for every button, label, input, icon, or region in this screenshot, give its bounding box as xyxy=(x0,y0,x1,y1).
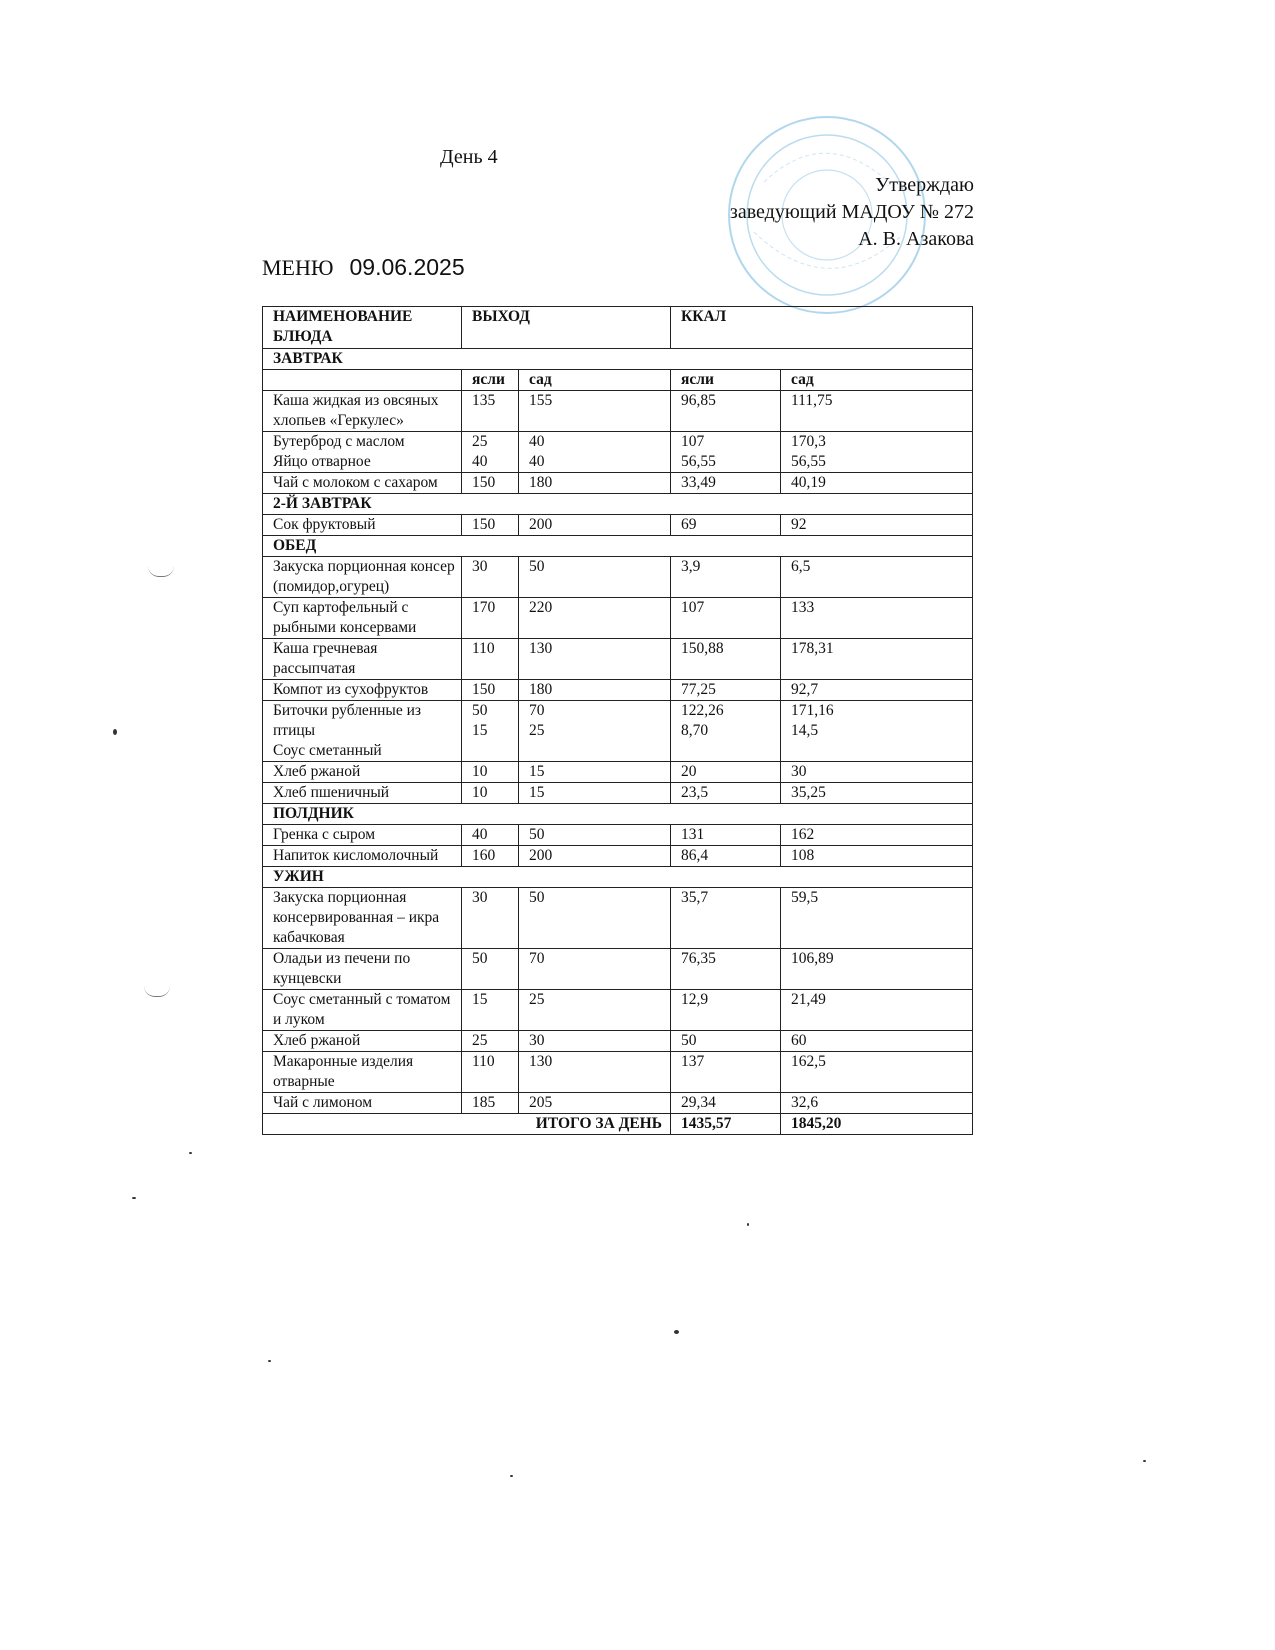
dish-name: Хлеб ржаной xyxy=(273,1032,361,1049)
scan-mark xyxy=(148,566,174,577)
value-cell xyxy=(671,1093,781,1114)
approve-signatory: А. В. Азакова xyxy=(858,228,974,250)
dish-name: Напиток кисломолочный xyxy=(273,847,439,864)
value-cell xyxy=(519,990,671,1031)
value-cell xyxy=(781,515,973,536)
value-cell xyxy=(462,473,519,494)
value: 20 xyxy=(681,763,697,780)
value: 76,35 xyxy=(681,950,716,967)
value: 25 xyxy=(472,433,488,450)
dish-row xyxy=(263,990,973,1031)
section-title: ОБЕД xyxy=(263,536,973,557)
value: 170 xyxy=(472,599,496,616)
menu-title xyxy=(262,254,465,281)
dish-name-cell xyxy=(263,949,462,990)
value-cell xyxy=(781,680,973,701)
dish-row xyxy=(263,515,973,536)
scan-speck xyxy=(268,1360,271,1362)
col-header-name: НАИМЕНОВАНИЕ БЛЮДА xyxy=(263,307,462,349)
value-cell xyxy=(519,391,671,432)
value: 111,75 xyxy=(791,392,833,409)
value-cell xyxy=(519,557,671,598)
section-row xyxy=(263,867,973,888)
dish-name: Оладьи из печени по кунцевски xyxy=(273,950,411,987)
value: 50 xyxy=(681,1032,697,1049)
value: 15 xyxy=(529,784,545,801)
total-label: ИТОГО ЗА ДЕНЬ xyxy=(263,1114,671,1135)
dish-name: Суп картофельный с рыбными консервами xyxy=(273,599,417,636)
value-cell xyxy=(781,783,973,804)
value-cell xyxy=(519,1093,671,1114)
value-cell xyxy=(671,762,781,783)
value: 3,9 xyxy=(681,558,701,575)
value: 150 xyxy=(472,474,496,491)
value: 162,5 xyxy=(791,1053,826,1070)
dish-row xyxy=(263,701,973,762)
value: 77,25 xyxy=(681,681,716,698)
scan-speck xyxy=(113,729,117,735)
section-title: ПОЛДНИК xyxy=(263,804,973,825)
value: 108 xyxy=(791,847,815,864)
value-cell xyxy=(462,1093,519,1114)
value-cell xyxy=(671,1052,781,1093)
value-cell xyxy=(519,432,671,473)
dish-name-cell xyxy=(263,1093,462,1114)
value: 110 xyxy=(472,1053,495,1070)
dish-row xyxy=(263,432,973,473)
value: 130 xyxy=(529,640,553,657)
value-cell xyxy=(519,515,671,536)
value: 122,26 xyxy=(681,702,724,719)
dish-name-cell xyxy=(263,846,462,867)
value-cell xyxy=(519,1052,671,1093)
scan-speck xyxy=(132,1197,136,1199)
value-cell xyxy=(462,557,519,598)
value: 30 xyxy=(529,1032,545,1049)
value: 170,3 xyxy=(791,433,826,450)
value: 35,7 xyxy=(681,889,709,906)
dish-name-cell xyxy=(263,432,462,473)
value-cell xyxy=(462,639,519,680)
value-cell xyxy=(519,846,671,867)
value: 69 xyxy=(681,516,697,533)
value: 50 xyxy=(529,558,545,575)
value: 40 xyxy=(472,453,488,470)
value-cell xyxy=(671,432,781,473)
value-cell xyxy=(462,391,519,432)
value-cell xyxy=(462,1031,519,1052)
value: 50 xyxy=(472,950,488,967)
section-row xyxy=(263,494,973,515)
value: 50 xyxy=(529,826,545,843)
value-cell xyxy=(671,515,781,536)
value-cell xyxy=(462,432,519,473)
menu-table xyxy=(262,306,973,1135)
dish-row xyxy=(263,888,973,949)
subheader-row xyxy=(263,370,973,391)
scan-speck xyxy=(674,1330,679,1334)
value: 200 xyxy=(529,847,553,864)
value: 56,55 xyxy=(681,453,716,470)
value: 25 xyxy=(529,991,545,1008)
value: 106,89 xyxy=(791,950,834,967)
scan-mark xyxy=(144,986,170,997)
value: 40,19 xyxy=(791,474,826,491)
value-cell xyxy=(781,888,973,949)
value: 29,34 xyxy=(681,1094,716,1111)
section-row xyxy=(263,804,973,825)
dish-row xyxy=(263,825,973,846)
value: 178,31 xyxy=(791,640,834,657)
value-cell xyxy=(462,1052,519,1093)
section-row xyxy=(263,349,973,370)
value-cell xyxy=(781,949,973,990)
scan-speck xyxy=(189,1152,192,1154)
value-cell xyxy=(671,783,781,804)
dish-name-cell xyxy=(263,391,462,432)
value-cell xyxy=(462,888,519,949)
dish-name-cell xyxy=(263,1031,462,1052)
col-header-output: ВЫХОД xyxy=(462,307,671,349)
value: 59,5 xyxy=(791,889,819,906)
value: 220 xyxy=(529,599,553,616)
value: 21,49 xyxy=(791,991,826,1008)
value: 50 xyxy=(529,889,545,906)
value: 137 xyxy=(681,1053,705,1070)
value: 135 xyxy=(472,392,496,409)
dish-name: Соус сметанный с томатом и луком xyxy=(273,991,451,1028)
value: 40 xyxy=(529,433,545,450)
value: 107 xyxy=(681,599,705,616)
dish-name: Закуска порционная консер (помидор,огурец) xyxy=(273,558,455,595)
output-sad-header: сад xyxy=(519,370,671,391)
value: 8,70 xyxy=(681,722,709,739)
value: 30 xyxy=(791,763,807,780)
dish-row xyxy=(263,391,973,432)
dish-row xyxy=(263,1093,973,1114)
value: 180 xyxy=(529,681,553,698)
value-cell xyxy=(671,701,781,762)
value-cell xyxy=(519,825,671,846)
value-cell xyxy=(781,391,973,432)
value: 150 xyxy=(472,681,496,698)
value-cell xyxy=(462,990,519,1031)
dish-row xyxy=(263,639,973,680)
value: 130 xyxy=(529,1053,553,1070)
dish-name-cell xyxy=(263,825,462,846)
value-cell xyxy=(671,391,781,432)
dish-name-cell xyxy=(263,557,462,598)
dish-name-cell xyxy=(263,515,462,536)
scan-speck xyxy=(510,1475,513,1477)
dish-row xyxy=(263,1052,973,1093)
value: 15 xyxy=(472,722,488,739)
scan-speck xyxy=(747,1223,749,1226)
value: 33,49 xyxy=(681,474,716,491)
value-cell xyxy=(671,473,781,494)
value: 131 xyxy=(681,826,705,843)
value-cell xyxy=(781,639,973,680)
value: 15 xyxy=(529,763,545,780)
value: 107 xyxy=(681,433,705,450)
dish-name: Хлеб ржаной xyxy=(273,763,361,780)
value-cell xyxy=(519,701,671,762)
dish-name-cell xyxy=(263,598,462,639)
value-cell xyxy=(671,949,781,990)
value: 180 xyxy=(529,474,553,491)
dish-name: Хлеб пшеничный xyxy=(273,784,390,801)
value-cell xyxy=(781,432,973,473)
value-cell xyxy=(462,762,519,783)
value: 70 xyxy=(529,950,545,967)
menu-date: 09.06.2025 xyxy=(349,254,465,280)
dish-row xyxy=(263,1031,973,1052)
value-cell xyxy=(671,1031,781,1052)
value-cell xyxy=(781,846,973,867)
approval-block xyxy=(730,172,974,253)
value: 32,6 xyxy=(791,1094,819,1111)
value-cell xyxy=(462,515,519,536)
value: 92 xyxy=(791,516,807,533)
value-cell xyxy=(671,825,781,846)
value-cell xyxy=(671,598,781,639)
menu-body xyxy=(263,349,973,1114)
value-cell xyxy=(519,949,671,990)
dish-name-cell xyxy=(263,888,462,949)
total-yasli: 1435,57 xyxy=(671,1114,781,1135)
value-cell xyxy=(462,846,519,867)
value-cell xyxy=(781,1052,973,1093)
value: 10 xyxy=(472,784,488,801)
value-cell xyxy=(781,598,973,639)
value-cell xyxy=(519,762,671,783)
dish-name: Биточки рубленные из птицы xyxy=(273,702,421,739)
value: 14,5 xyxy=(791,722,819,739)
value-cell xyxy=(519,888,671,949)
value: 35,25 xyxy=(791,784,826,801)
dish-name-cell xyxy=(263,473,462,494)
dish-name: Чай с лимоном xyxy=(273,1094,373,1111)
dish-name-cell xyxy=(263,783,462,804)
dish-name-cell xyxy=(263,762,462,783)
subheader-empty xyxy=(263,370,462,391)
value-cell xyxy=(462,825,519,846)
value-cell xyxy=(462,598,519,639)
value: 110 xyxy=(472,640,495,657)
day-label: День 4 xyxy=(440,146,498,168)
value-cell xyxy=(671,557,781,598)
dish-name: Закуска порционная консервированная – икра кабачковая xyxy=(273,889,440,946)
value-cell xyxy=(671,639,781,680)
value: 96,85 xyxy=(681,392,716,409)
value-cell xyxy=(462,680,519,701)
value: 133 xyxy=(791,599,815,616)
value-cell xyxy=(671,990,781,1031)
section-title: 2-Й ЗАВТРАК xyxy=(263,494,973,515)
value-cell xyxy=(671,846,781,867)
value: 60 xyxy=(791,1032,807,1049)
total-sad: 1845,20 xyxy=(781,1114,973,1135)
col-header-kcal: ККАЛ xyxy=(671,307,973,349)
value: 92,7 xyxy=(791,681,819,698)
dish-row xyxy=(263,762,973,783)
value: 70 xyxy=(529,702,545,719)
value-cell xyxy=(781,990,973,1031)
dish-name: Макаронные изделия отварные xyxy=(273,1053,414,1090)
value: 40 xyxy=(472,826,488,843)
value-cell xyxy=(781,762,973,783)
dish-name-cell xyxy=(263,639,462,680)
dish-name-cell xyxy=(263,701,462,762)
dish-name: Соус сметанный xyxy=(273,742,382,759)
value: 6,5 xyxy=(791,558,811,575)
approve-position: заведующий МАДОУ № 272 xyxy=(729,201,974,223)
dish-name-cell xyxy=(263,1052,462,1093)
value: 155 xyxy=(529,392,553,409)
value-cell xyxy=(781,557,973,598)
dish-name: Яйцо отварное xyxy=(273,453,371,470)
value-cell xyxy=(781,701,973,762)
value: 40 xyxy=(529,453,545,470)
dish-name: Компот из сухофруктов xyxy=(273,681,429,698)
section-title: УЖИН xyxy=(263,867,973,888)
dish-name-cell xyxy=(263,990,462,1031)
kcal-yasli-header: ясли xyxy=(671,370,781,391)
value: 150,88 xyxy=(681,640,724,657)
output-yasli-header: ясли xyxy=(462,370,519,391)
dish-row xyxy=(263,783,973,804)
kcal-sad-header: сад xyxy=(781,370,973,391)
value: 15 xyxy=(472,991,488,1008)
value: 185 xyxy=(472,1094,496,1111)
dish-row xyxy=(263,473,973,494)
value: 150 xyxy=(472,516,496,533)
dish-row xyxy=(263,680,973,701)
value: 30 xyxy=(472,889,488,906)
menu-label: МЕНЮ xyxy=(262,255,334,280)
dish-row xyxy=(263,557,973,598)
dish-name: Каша жидкая из овсяных хлопьев «Геркулес» xyxy=(273,392,439,429)
value-cell xyxy=(781,825,973,846)
value-cell xyxy=(781,1093,973,1114)
value: 160 xyxy=(472,847,496,864)
total-row xyxy=(263,1114,973,1135)
value: 56,55 xyxy=(791,453,826,470)
dish-row xyxy=(263,598,973,639)
scan-speck xyxy=(1143,1460,1146,1462)
dish-name: Гренка с сыром xyxy=(273,826,376,843)
value: 25 xyxy=(472,1032,488,1049)
dish-row xyxy=(263,846,973,867)
value: 200 xyxy=(529,516,553,533)
value-cell xyxy=(781,1031,973,1052)
value: 205 xyxy=(529,1094,553,1111)
dish-row xyxy=(263,949,973,990)
approve-title: Утверждаю xyxy=(875,174,974,196)
value: 10 xyxy=(472,763,488,780)
value-cell xyxy=(519,680,671,701)
value: 30 xyxy=(472,558,488,575)
value: 171,16 xyxy=(791,702,834,719)
value-cell xyxy=(462,949,519,990)
value: 25 xyxy=(529,722,545,739)
dish-name: Каша гречневая рассыпчатая xyxy=(273,640,378,677)
value-cell xyxy=(519,783,671,804)
section-row xyxy=(263,536,973,557)
value-cell xyxy=(519,598,671,639)
value: 23,5 xyxy=(681,784,709,801)
value-cell xyxy=(671,680,781,701)
dish-name: Бутерброд с маслом xyxy=(273,433,405,450)
value: 12,9 xyxy=(681,991,709,1008)
dish-name-cell xyxy=(263,680,462,701)
value-cell xyxy=(671,888,781,949)
dish-name: Сок фруктовый xyxy=(273,516,376,533)
value-cell xyxy=(519,1031,671,1052)
value: 86,4 xyxy=(681,847,709,864)
value-cell xyxy=(519,473,671,494)
value-cell xyxy=(462,701,519,762)
section-title: ЗАВТРАК xyxy=(263,349,973,370)
value: 162 xyxy=(791,826,815,843)
value-cell xyxy=(781,473,973,494)
value-cell xyxy=(519,639,671,680)
dish-name: Чай с молоком с сахаром xyxy=(273,474,438,491)
value-cell xyxy=(462,783,519,804)
value: 50 xyxy=(472,702,488,719)
